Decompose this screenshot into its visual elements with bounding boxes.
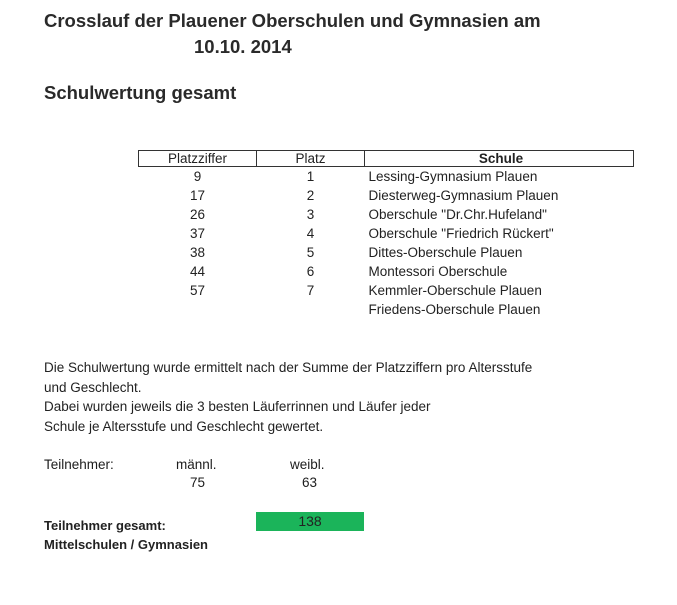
table-row — [139, 281, 634, 300]
title-line-2: 10.10. 2014 — [194, 36, 292, 57]
platz-cell: 7 — [306, 283, 315, 298]
table-row — [139, 205, 634, 224]
table-row — [139, 167, 634, 187]
participants-label: Teilnehmer: — [44, 457, 114, 472]
schule-cell: Montessori Oberschule — [368, 264, 508, 279]
table-row — [139, 186, 634, 205]
platzziffer-cell: 44 — [189, 264, 206, 279]
explanation-line: Dabei wurden jeweils die 3 besten Läuferrinnen und Läufer jeder — [44, 399, 431, 414]
platzziffer-cell: 38 — [189, 245, 206, 260]
schule-cell: Diesterweg-Gymnasium Plauen — [368, 188, 559, 203]
schule-cell: Friedens-Oberschule Plauen — [368, 302, 541, 317]
total-participants-value: 138 — [256, 512, 364, 531]
table-row — [139, 243, 634, 262]
male-label: männl. — [176, 457, 217, 472]
total-participants-label — [44, 516, 208, 554]
explanation-text — [44, 358, 644, 436]
platzziffer-cell: 9 — [193, 169, 202, 184]
table-header-row — [139, 151, 634, 167]
platz-cell: 2 — [306, 188, 315, 203]
table-row — [139, 300, 634, 319]
platzziffer-cell — [139, 300, 257, 319]
platz-cell: 3 — [306, 207, 315, 222]
explanation-line: Schule je Altersstufe und Geschlecht gewertet. — [44, 418, 324, 434]
platzziffer-cell: 37 — [189, 226, 206, 241]
platzziffer-cell: 17 — [189, 188, 206, 203]
total-label-line-1: Teilnehmer gesamt: — [44, 518, 166, 533]
explanation-line: und Geschlecht. — [44, 379, 142, 395]
title-line-1: Crosslauf der Plauener Oberschulen und Gymnasien am — [44, 10, 541, 31]
column-header-platz: Platz — [257, 151, 365, 167]
female-label: weibl. — [290, 457, 325, 472]
column-header-schule: Schule — [365, 151, 634, 167]
ranking-table — [138, 150, 634, 319]
total-label-line-2: Mittelschulen / Gymnasien — [44, 537, 208, 552]
platz-cell — [257, 300, 365, 319]
platz-cell: 5 — [306, 245, 315, 260]
platz-cell: 4 — [306, 226, 315, 241]
column-header-platzziffer: Platzziffer — [139, 151, 257, 167]
platz-cell: 1 — [306, 169, 315, 184]
female-count: 63 — [302, 475, 318, 490]
male-count: 75 — [190, 475, 206, 490]
platz-cell: 6 — [306, 264, 315, 279]
schule-cell: Kemmler-Oberschule Plauen — [368, 283, 542, 298]
table-row — [139, 224, 634, 243]
schule-cell: Lessing-Gymnasium Plauen — [368, 169, 538, 184]
schule-cell: Oberschule "Dr.Chr.Hufeland" — [368, 207, 547, 222]
table-row — [139, 262, 634, 281]
schule-cell: Dittes-Oberschule Plauen — [368, 245, 523, 260]
section-heading: Schulwertung gesamt — [44, 82, 237, 103]
document-title — [44, 8, 664, 60]
platzziffer-cell: 26 — [189, 207, 206, 222]
platzziffer-cell: 57 — [189, 283, 206, 298]
explanation-line: Die Schulwertung wurde ermittelt nach der Summe der Platzziffern pro Altersstufe — [44, 360, 533, 375]
schule-cell: Oberschule "Friedrich Rückert" — [368, 226, 554, 241]
